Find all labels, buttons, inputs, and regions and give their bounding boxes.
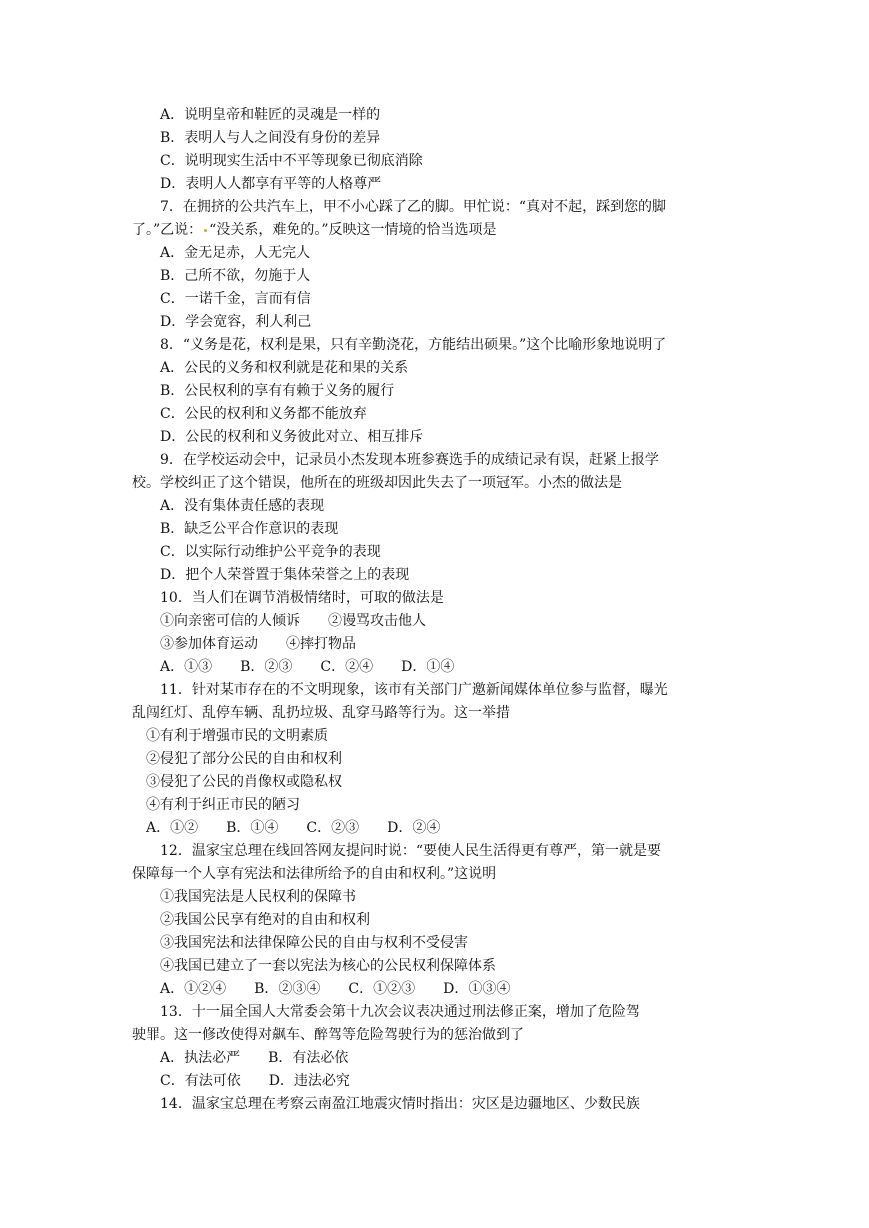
q7-stem-line-1: 7．在拥挤的公共汽车上，甲不小心踩了乙的脚。甲忙说：“真对不起，踩到您的脚	[160, 199, 667, 215]
q14-stem-line-1: 14．温家宝总理在考察云南盈江地震灾情时指出：灾区是边疆地区、少数民族	[160, 1096, 640, 1112]
q8-option-d: D．公民的权利和义务彼此对立、相互排斥	[160, 429, 424, 445]
q12-statement-3: ③我国宪法和法律保障公民的自由与权利不受侵害	[160, 935, 468, 951]
q6-option-c: C．说明现实生活中不平等现象已彻底消除	[160, 153, 423, 169]
q9-option-c: C．以实际行动维护公平竞争的表现	[160, 544, 381, 560]
q11-options: A．①② B．①④ C．②③ D．②④	[146, 820, 441, 836]
q12-statement-1: ①我国宪法是人民权利的保障书	[160, 889, 356, 905]
q12-statement-4: ④我国已建立了一套以宪法为核心的公民权利保障体系	[160, 958, 496, 974]
q11-statement-2: ②侵犯了部分公民的自由和权利	[146, 751, 342, 767]
q7-option-b: B．己所不欲，勿施于人	[160, 268, 311, 284]
q8-option-b: B．公民权利的享有有赖于义务的履行	[160, 383, 395, 399]
q13-options-1: A．执法必严 B．有法必依	[160, 1050, 349, 1066]
q9-stem-line-1: 9．在学校运动会中，记录员小杰发现本班参赛选手的成绩记录有误，赶紧上报学	[160, 452, 659, 468]
q11-statement-4: ④有利于纠正市民的陋习	[146, 797, 300, 813]
q7-stem-line-2-part-2: “没关系，难免的。”反映这一情境的恰当选项是	[209, 222, 497, 238]
q7-option-c: C．一诺千金，言而有信	[160, 291, 311, 307]
q13-options-2: C．有法可依 D．违法必究	[160, 1073, 350, 1089]
q13-stem-line-1: 13．十一届全国人大常委会第十九次会议表决通过刑法修正案，增加了危险驾	[160, 1004, 640, 1020]
q10-stem: 10．当人们在调节消极情绪时，可取的做法是	[160, 590, 444, 606]
q9-option-b: B．缺乏公平合作意识的表现	[160, 521, 339, 537]
q9-option-a: A．没有集体责任感的表现	[160, 498, 325, 514]
q12-statement-2: ②我国公民享有绝对的自由和权利	[160, 912, 370, 928]
q9-option-d: D．把个人荣誉置于集体荣誉之上的表现	[160, 567, 410, 583]
q11-stem-line-2: 乱闯红灯、乱停车辆、乱扔垃圾、乱穿马路等行为。这一举措	[132, 705, 510, 721]
q12-stem-line-2: 保障每一个人享有宪法和法律所给予的自由和权利。”这说明	[132, 866, 497, 882]
q8-stem: 8．“义务是花，权利是果，只有辛勤浇花，方能结出硕果。”这个比喻形象地说明了	[160, 337, 667, 353]
q6-option-a: A．说明皇帝和鞋匠的灵魂是一样的	[160, 107, 381, 123]
q7-stem-line-2	[132, 221, 497, 239]
q6-option-b: B．表明人与人之间没有身份的差异	[160, 130, 381, 146]
q11-stem-line-1: 11．针对某市存在的不文明现象，该市有关部门广邀新闻媒体单位参与监督，曝光	[160, 682, 668, 698]
q10-options: A．①③ B．②③ C．②④ D．①④	[160, 659, 455, 675]
q9-stem-line-2: 校。学校纠正了这个错误，他所在的班级却因此失去了一项冠军。小杰的做法是	[132, 475, 622, 491]
q12-stem-line-1: 12．温家宝总理在线回答网友提问时说：“要使人民生活得更有尊严，第一就是要	[160, 843, 661, 859]
q13-stem-line-2: 驶罪。这一修改使得对飙车、醉驾等危险驾驶行为的惩治做到了	[132, 1027, 524, 1043]
q11-statement-3: ③侵犯了公民的肖像权或隐私权	[146, 774, 342, 790]
q8-option-a: A．公民的义务和权利就是花和果的关系	[160, 360, 409, 376]
q6-option-d: D．表明人人都享有平等的人格尊严	[160, 176, 382, 192]
q7-option-a: A．金无足赤，人无完人	[160, 245, 311, 261]
q10-statements-1: ①向亲密可信的人倾诉 ②谩骂攻击他人	[160, 613, 426, 629]
q11-statement-1: ①有利于增强市民的文明素质	[146, 728, 328, 744]
highlight-mark	[204, 229, 207, 232]
q7-stem-line-2-part-1: 了。”乙说：	[132, 222, 203, 238]
q12-options: A．①②④ B．②③④ C．①②③ D．①③④	[160, 981, 511, 997]
q7-option-d: D．学会宽容，利人利己	[160, 314, 312, 330]
q8-option-c: C．公民的权利和义务都不能放弃	[160, 406, 367, 422]
q10-statements-2: ③参加体育运动 ④摔打物品	[160, 636, 356, 652]
